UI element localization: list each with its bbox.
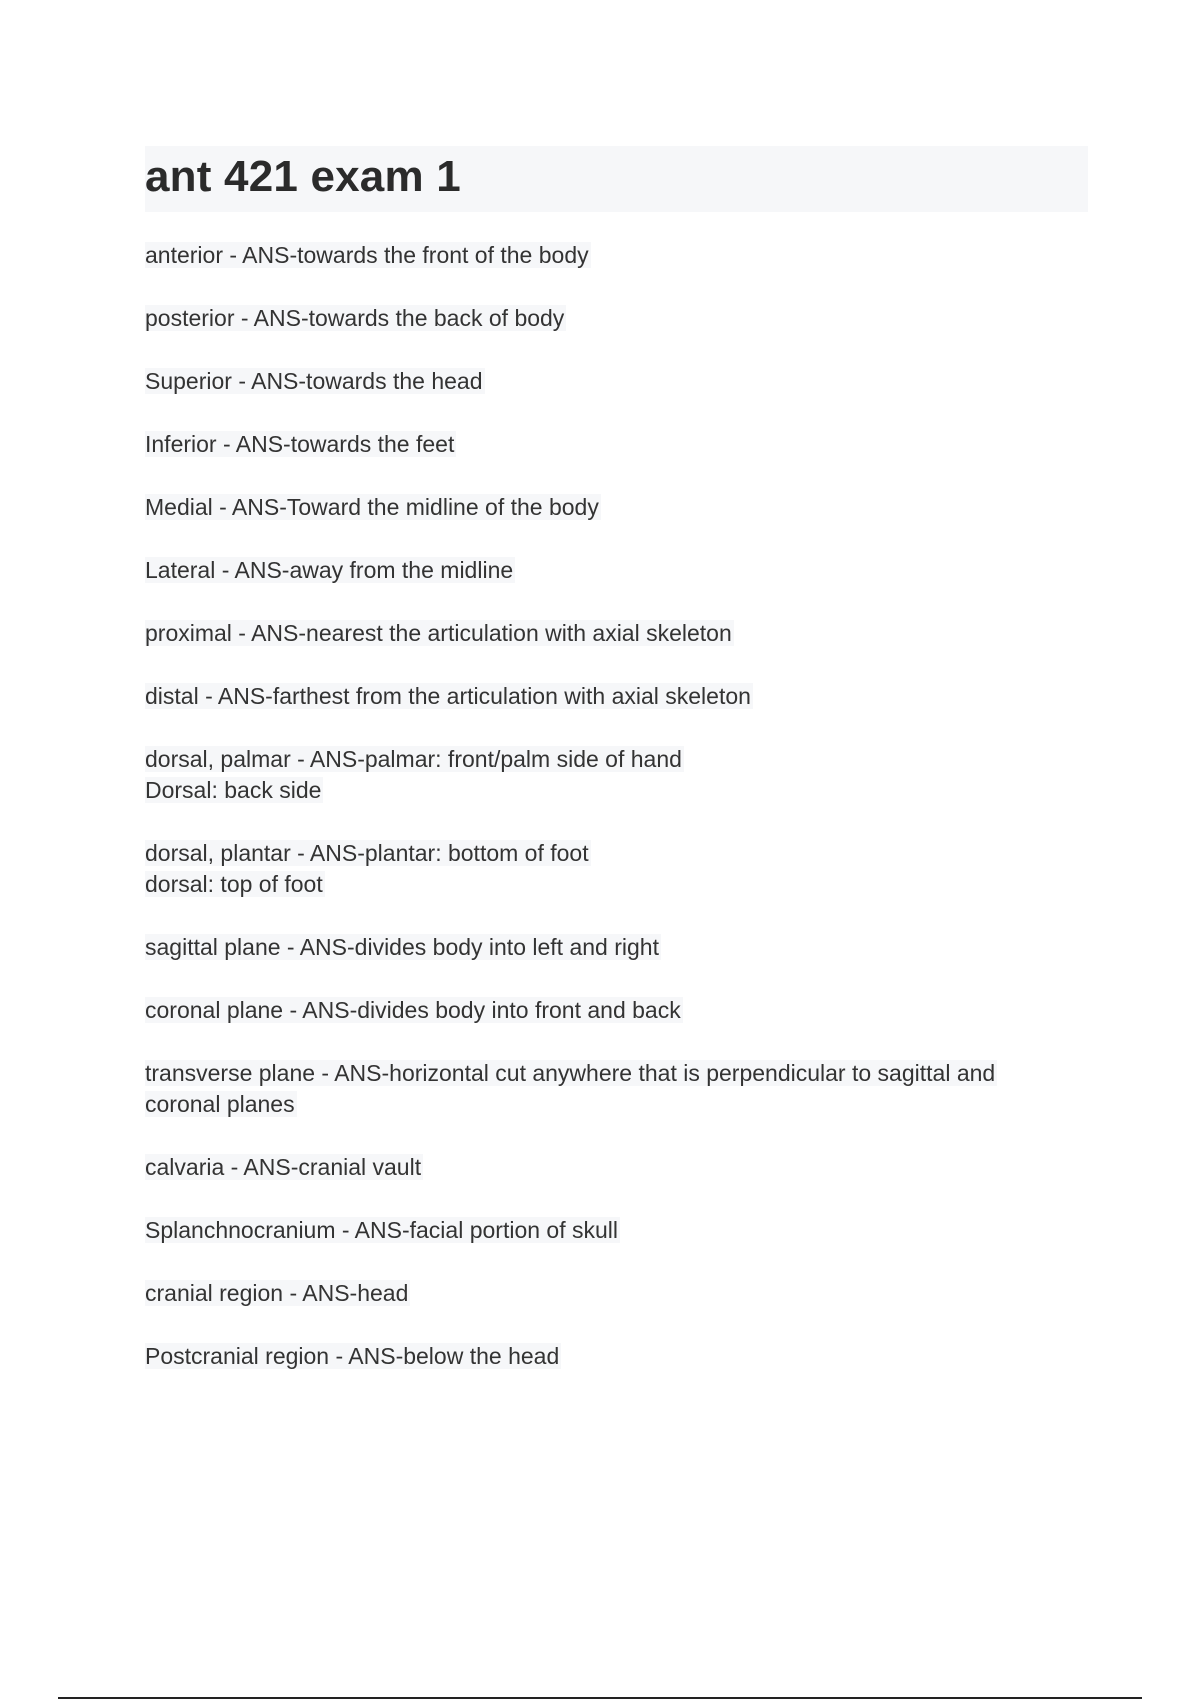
entry-text: coronal plane - ANS-divides body into front and back — [145, 997, 681, 1023]
entry-text: anterior - ANS-towards the front of the body — [145, 242, 589, 268]
entry-term-line — [145, 1341, 1080, 1372]
entry-term-line — [145, 1058, 1080, 1089]
entry-text: Postcranial region - ANS-below the head — [145, 1343, 560, 1369]
flashcard-entry — [145, 429, 1080, 460]
flashcard-entry — [145, 240, 1080, 271]
entry-term-line — [145, 681, 1080, 712]
flashcard-entry — [145, 366, 1080, 397]
flashcard-entry — [145, 1152, 1080, 1183]
entry-text: posterior - ANS-towards the back of body — [145, 305, 565, 331]
entry-text: Superior - ANS-towards the head — [145, 368, 483, 394]
entry-text: calvaria - ANS-cranial vault — [145, 1154, 422, 1180]
entry-term-line — [145, 366, 1080, 397]
entry-term-line — [145, 492, 1080, 523]
flashcard-entry — [145, 681, 1080, 712]
flashcard-entry — [145, 618, 1080, 649]
entry-term-line — [145, 1215, 1080, 1246]
entry-text: cranial region - ANS-head — [145, 1280, 409, 1306]
entry-text: coronal planes — [145, 1091, 295, 1117]
entry-text: Splanchnocranium - ANS-facial portion of skull — [145, 1217, 619, 1243]
entry-term-line — [145, 555, 1080, 586]
entry-text: proximal - ANS-nearest the articulation with axial skeleton — [145, 620, 732, 646]
flashcard-entry — [145, 744, 1080, 806]
entry-text: dorsal: top of foot — [145, 871, 323, 897]
flashcard-entry — [145, 1058, 1080, 1120]
entry-term-line — [145, 1152, 1080, 1183]
entry-term-line — [145, 618, 1080, 649]
flashcard-entry — [145, 303, 1080, 334]
footer-divider — [58, 1697, 1142, 1699]
entry-continuation-line — [145, 775, 1080, 806]
entry-text: sagittal plane - ANS-divides body into left and right — [145, 934, 659, 960]
entry-term-line — [145, 303, 1080, 334]
entry-text: Medial - ANS-Toward the midline of the body — [145, 494, 599, 520]
entry-text: Lateral - ANS-away from the midline — [145, 557, 514, 583]
flashcard-entry — [145, 1215, 1080, 1246]
entry-text: dorsal, palmar - ANS-palmar: front/palm side of hand — [145, 746, 682, 772]
entry-text: distal - ANS-farthest from the articulation with axial skeleton — [145, 683, 751, 709]
entry-text: Inferior - ANS-towards the feet — [145, 431, 455, 457]
entry-text: Dorsal: back side — [145, 777, 322, 803]
flashcard-entry — [145, 995, 1080, 1026]
flashcard-entry — [145, 932, 1080, 963]
document-title: ant 421 exam 1 — [145, 152, 461, 201]
entry-term-line — [145, 838, 1080, 869]
entry-term-line — [145, 995, 1080, 1026]
entry-term-line — [145, 932, 1080, 963]
flashcard-entry — [145, 1341, 1080, 1372]
entry-continuation-line — [145, 869, 1080, 900]
entry-text: transverse plane - ANS-horizontal cut anywhere that is perpendicular to sagittal and — [145, 1060, 996, 1086]
entry-term-line — [145, 1278, 1080, 1309]
entry-list — [145, 240, 1080, 1404]
flashcard-entry — [145, 555, 1080, 586]
entry-term-line — [145, 429, 1080, 460]
entry-term-line — [145, 240, 1080, 271]
flashcard-entry — [145, 1278, 1080, 1309]
flashcard-entry — [145, 838, 1080, 900]
flashcard-entry — [145, 492, 1080, 523]
title-bar — [145, 146, 1088, 212]
entry-term-line — [145, 744, 1080, 775]
entry-continuation-line — [145, 1089, 1080, 1120]
entry-text: dorsal, plantar - ANS-plantar: bottom of foot — [145, 840, 589, 866]
